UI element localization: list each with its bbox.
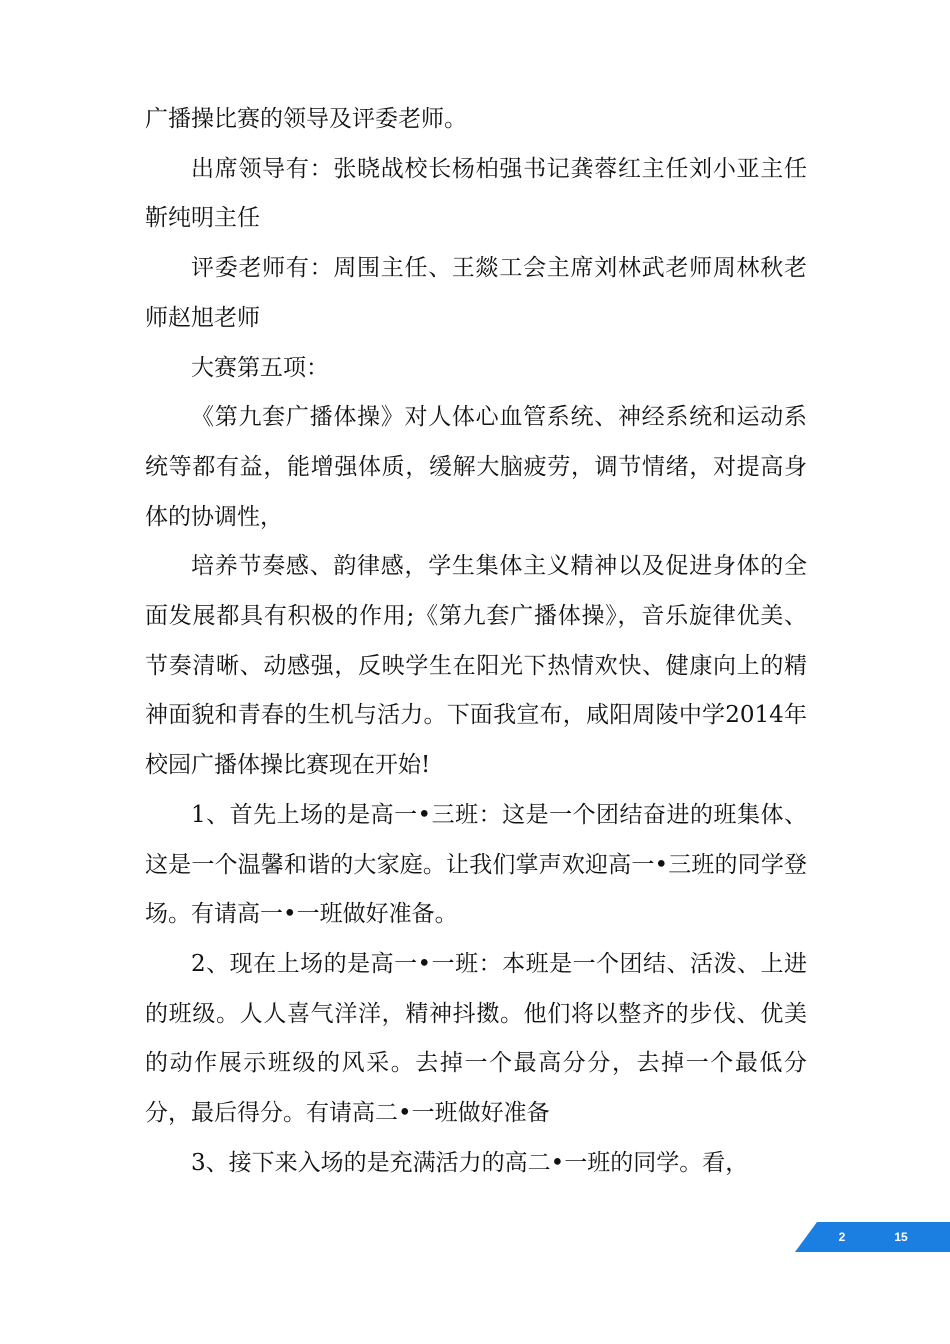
paragraph-attending-leaders: 出席领导有：张晓战校长杨柏强书记龚蓉红主任刘小亚主任靳纯明主任 — [145, 155, 807, 232]
document-body — [145, 95, 807, 1188]
paragraph-class-two: 2、现在上场的是高一•一班：本班是一个团结、活泼、上进的班级。人人喜气洋洋，精神抖擞。他们将以整齐的步伐、优美的动作展示班级的风采。去掉一个最高分分，去掉一个最低分分，最后得分。有请高二•一班做好准备 — [145, 950, 807, 1127]
page-footer — [795, 1222, 950, 1252]
paragraph-exercise-benefits: 《第九套广播体操》对人体心血管系统、神经系统和运动系统等都有益，能增强体质，缓解大脑疲劳，调节情绪，对提高身体的协调性， — [145, 404, 807, 530]
paragraph-continuation: 广播操比赛的领导及评委老师。 — [145, 106, 467, 132]
paragraph-class-three: 3、接下来入场的是充满活力的高二•一班的同学。看， — [191, 1149, 749, 1176]
paragraph-judges: 评委老师有：周围主任、王燚工会主席刘林武老师周林秋老师赵旭老师 — [145, 255, 807, 331]
paragraph-class-one: 1、首先上场的是高一•三班：这是一个团结奋进的班集体、这是一个温馨和谐的大家庭。让我们掌声欢迎高一•三班的同学登场。有请高一•一班做好准备。 — [145, 801, 807, 928]
footer-banner-shape — [795, 1222, 950, 1252]
paragraph-announcement: 培养节奏感、韵律感，学生集体主义精神以及促进身体的全面发展都具有积极的作用;《第九套广播体操》，音乐旋律优美、节奏清晰、动感强，反映学生在阳光下热情欢快、健康向上的精神面貌和青春的生机与活力。下面我宣布，咸阳周陵中学2014年校园广播体操比赛现在开始! — [145, 553, 807, 779]
paragraph-item-five: 大赛第五项： — [191, 354, 329, 381]
total-pages: 15 — [894, 1230, 908, 1244]
page-number: 2 — [838, 1230, 846, 1244]
